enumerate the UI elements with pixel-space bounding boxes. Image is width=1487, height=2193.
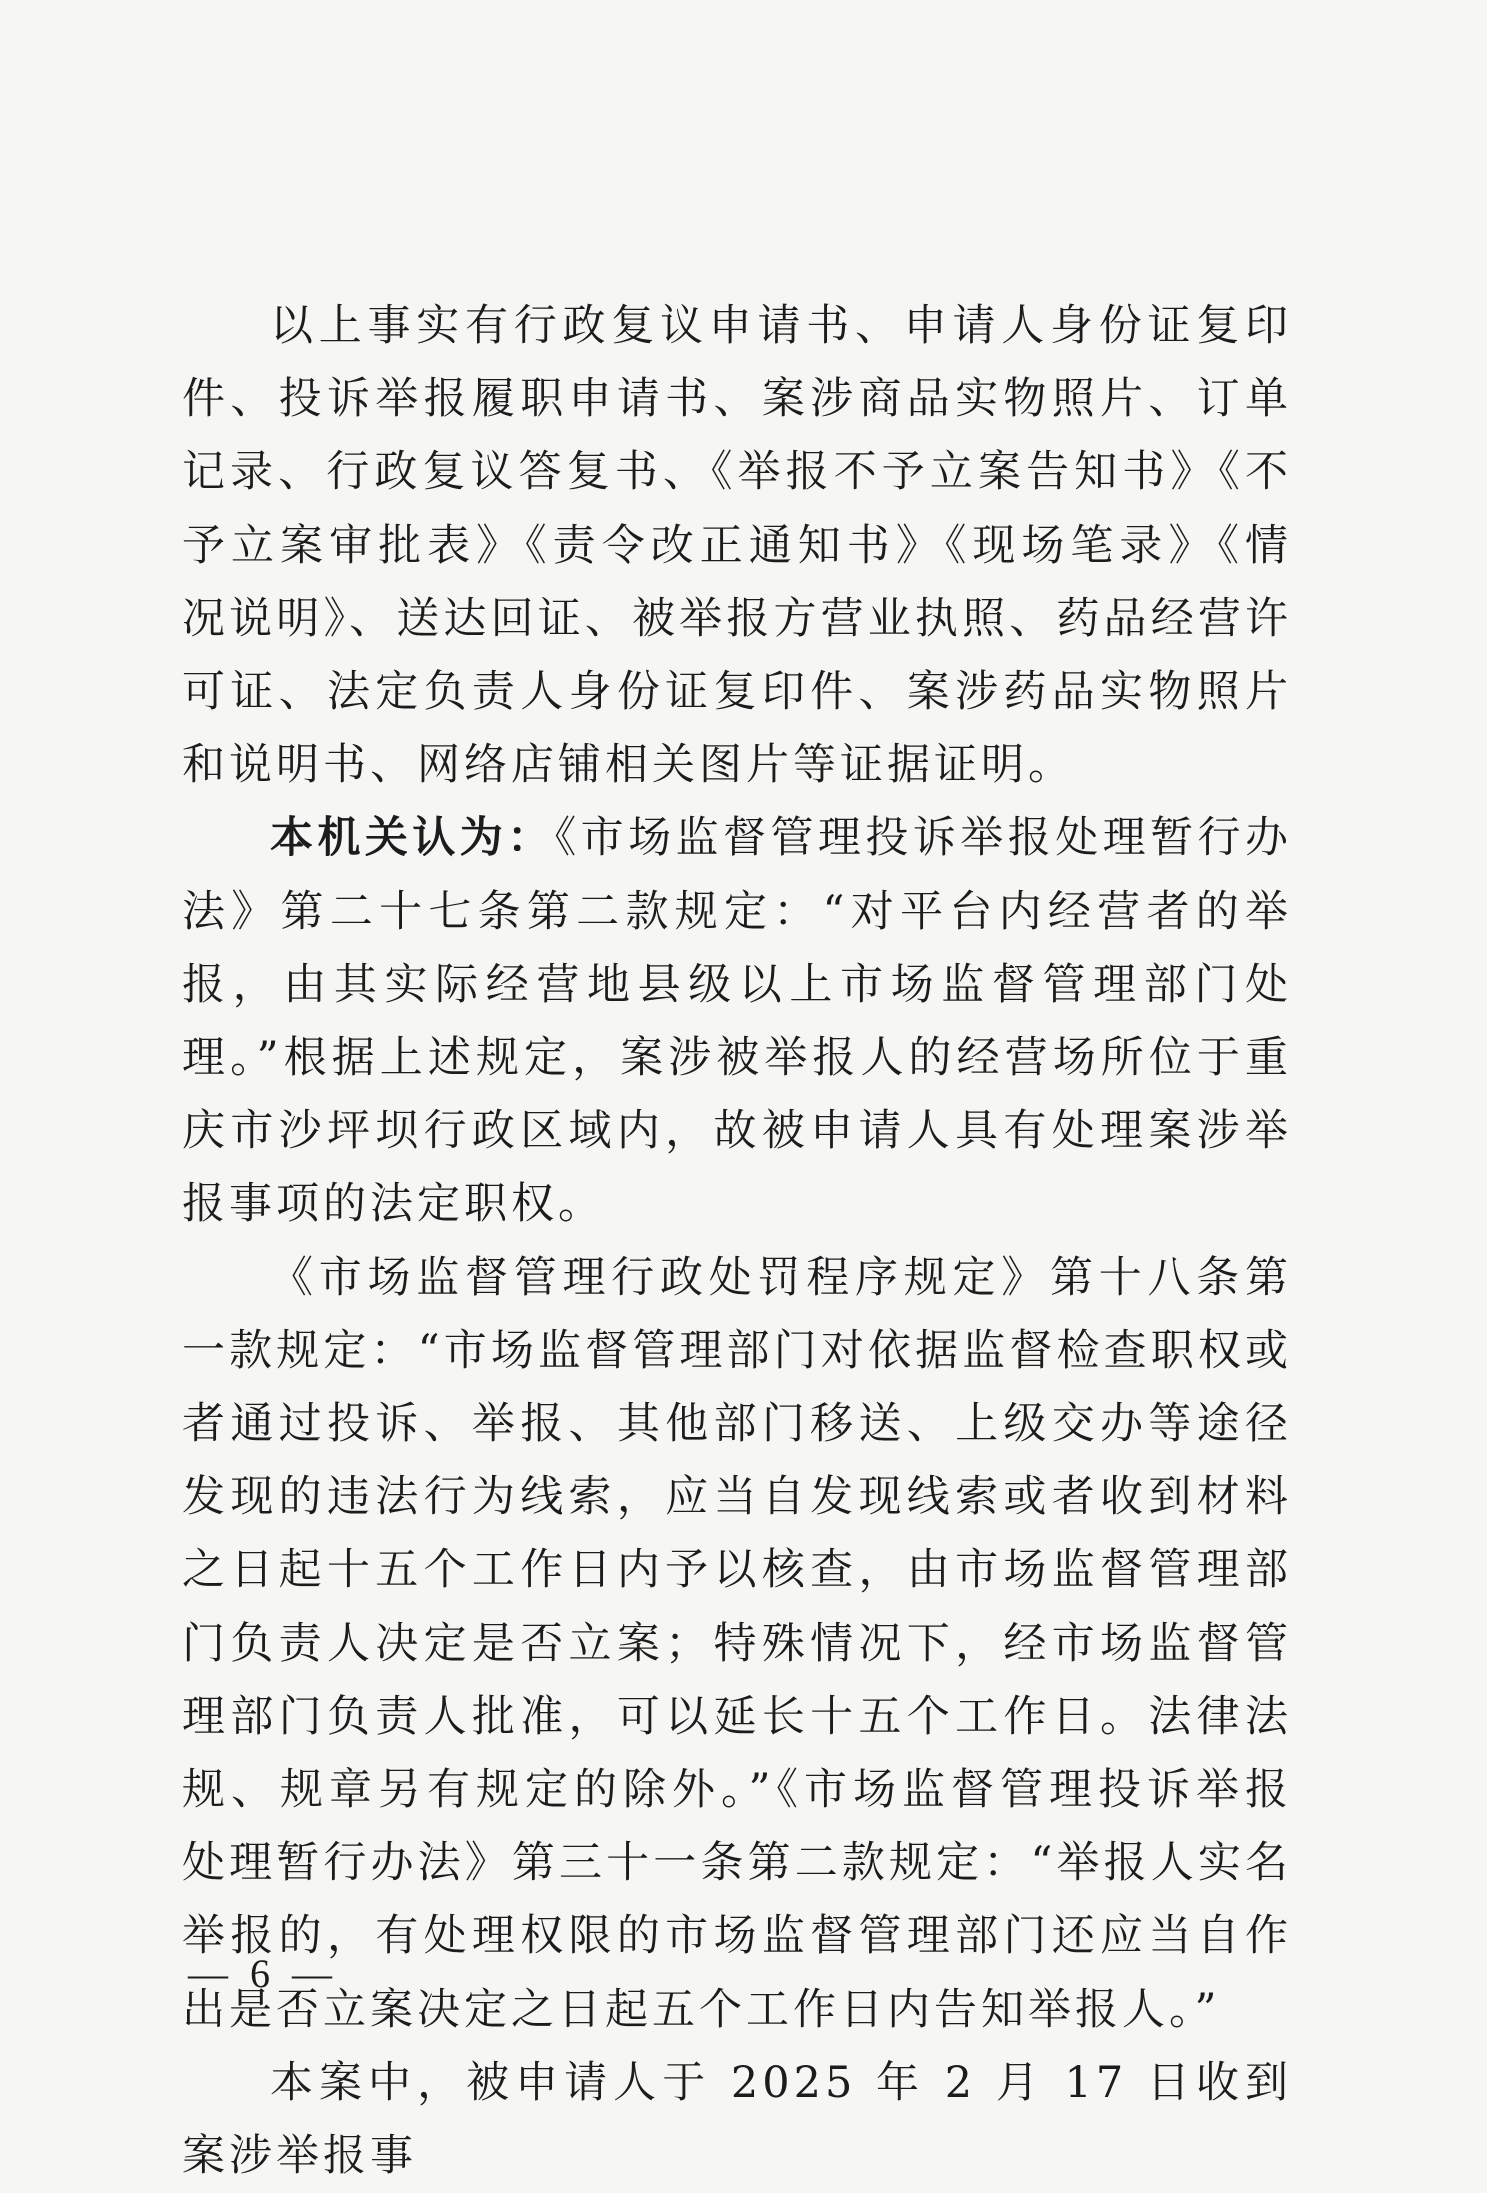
paragraph-lead-bold: 本机关认为： <box>270 813 555 864</box>
page-number: — 6 — <box>188 1951 338 1996</box>
paragraph-evidence-text: 以上事实有行政复议申请书、申请人身份证复印件、投诉举报履职申请书、案涉商品实物照片、订单记录、行政复议答复书、《举报不予立案告知书》《不予立案审批表》《责令改正通知书》《现场笔录》《情况说明》、送达回证、被举报方营业执照、药品经营许可证、法定负责人身份证复印件、案涉药品实物照片和说明书、网络店铺相关图片等证据证明。 <box>182 301 1292 791</box>
paragraph-case-text: 本案中，被申请人于 2025 年 2 月 17 日收到案涉举报事 <box>182 2057 1292 2182</box>
paragraph-procedure-text: 《市场监督管理行政处罚程序规定》第十八条第一款规定：“市场监督管理部门对依据监督检查职权或者通过投诉、举报、其他部门移送、上级交办等途径发现的违法行为线索，应当自发现线索或者收到材料之日起十五个工作日内予以核查，由市场监督管理部门负责人决定是否立案；特殊情况下，经市场监督管理部门负责人批准，可以延长十五个工作日。法律法规、规章另有规定的除外。”《市场监督管理投诉举报处理暂行办法》第三十一条第二款规定：“举报人实名举报的，有处理权限的市场监督管理部门还应当自作出是否立案决定之日起五个工作日内告知举报人。” <box>182 1252 1292 2035</box>
paragraph-authority-text: 《市场监督管理投诉举报处理暂行办法》第二十七条第二款规定：“对平台内经营者的举报，由其实际经营地县级以上市场监督管理部门处理。”根据上述规定，案涉被举报人的经营场所位于重庆市沙坪坝行政区域内，故被申请人具有处理案涉举报事项的法定职权。 <box>182 813 1293 1230</box>
paragraph-case-facts <box>182 2047 1292 2193</box>
body-text <box>182 290 1292 2193</box>
paragraph-authority-opinion <box>182 802 1292 1241</box>
paragraph-evidence <box>182 290 1292 802</box>
paragraph-procedure-rules <box>182 1242 1292 2047</box>
